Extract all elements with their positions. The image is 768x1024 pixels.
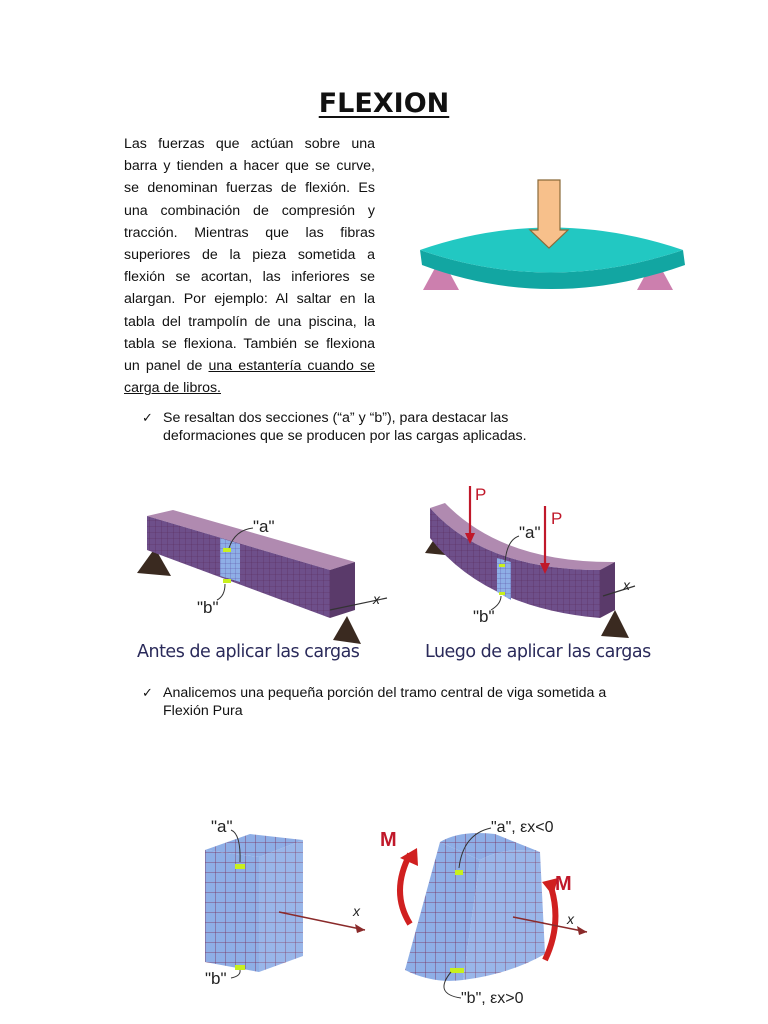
bullet-pure-bending <box>142 685 606 720</box>
load-p-label-2: P <box>551 509 563 528</box>
bullet-sections <box>142 410 527 445</box>
block-highlight-a <box>235 864 245 869</box>
block-deformed-highlight-b <box>450 968 464 973</box>
moment-label-right: M <box>555 873 572 895</box>
highlight-b-before <box>223 579 231 583</box>
bullet-1-line-2: deformaciones que se producen por las cargas aplicadas. <box>163 427 527 444</box>
x-label-before: x <box>373 591 380 607</box>
moment-label-left: M <box>380 829 397 851</box>
check-icon: ✓ <box>142 686 153 701</box>
caption-before: Antes de aplicar las cargas <box>137 642 360 662</box>
moment-arrow-right <box>545 884 555 960</box>
block-leader-b <box>231 970 240 978</box>
moment-arrow-left <box>400 854 410 924</box>
intro-paragraph <box>124 133 375 399</box>
block-undeformed-side <box>259 840 303 972</box>
caption-after: Luego de aplicar las cargas <box>425 642 651 662</box>
intro-text: Las fuerzas que actúan sobre una barra y tienden a hacer que se curve, se denominan fuerzas de flexión. Es una combinación de compresión y tracción. Mientras que las fibras superiores de la pieza sometida a flexión se acortan, las inferiores se alargan. Por ejemplo: Al saltar en la tabla del trampolín de una piscina, la tabla se flexiona. También se flexiona un panel de <box>124 136 375 375</box>
beam-after-label-b: "b" <box>473 607 495 626</box>
page-title: FLEXION <box>318 88 450 119</box>
highlight-a-before <box>223 548 231 552</box>
beam-before-support-right <box>333 616 361 644</box>
intro-link-text: una estantería cuando se carga de libros. <box>124 358 375 397</box>
x-label-after: x <box>623 577 630 593</box>
check-icon: ✓ <box>142 411 153 426</box>
block-label-b: "b" <box>205 969 227 988</box>
block-label-a: "a" <box>211 817 233 836</box>
deformed-x-arrowhead <box>577 926 587 935</box>
load-p-label-1: P <box>475 485 487 504</box>
block-x-arrowhead <box>355 924 365 933</box>
bullet-2-line-2: Flexión Pura <box>163 702 243 719</box>
block-undeformed-front <box>205 850 259 972</box>
block-highlight-b <box>235 965 245 970</box>
block-x-label: x <box>353 903 360 919</box>
block-deformed-highlight-a <box>455 870 463 875</box>
highlight-b-after <box>499 592 505 595</box>
blocks-figure <box>195 812 595 1017</box>
highlight-a-after <box>499 564 505 567</box>
beam-before-label-b: "b" <box>197 598 219 617</box>
block-label-b-strain: "b", εx>0 <box>461 990 524 1007</box>
block-label-a-strain: "a", εx<0 <box>491 819 554 836</box>
deformed-x-label: x <box>567 911 574 927</box>
bending-beam-illustration <box>415 175 690 297</box>
beam-after-end <box>600 562 615 618</box>
bullet-1-line-1: Se resaltan dos secciones (“a” y “b”), para destacar las <box>163 410 509 426</box>
beam-after-label-a: "a" <box>519 523 541 542</box>
beam-before-label-a: "a" <box>253 517 275 536</box>
bullet-2-line-1: Analicemos una pequeña porción del tramo central de viga sometida a <box>163 685 607 701</box>
